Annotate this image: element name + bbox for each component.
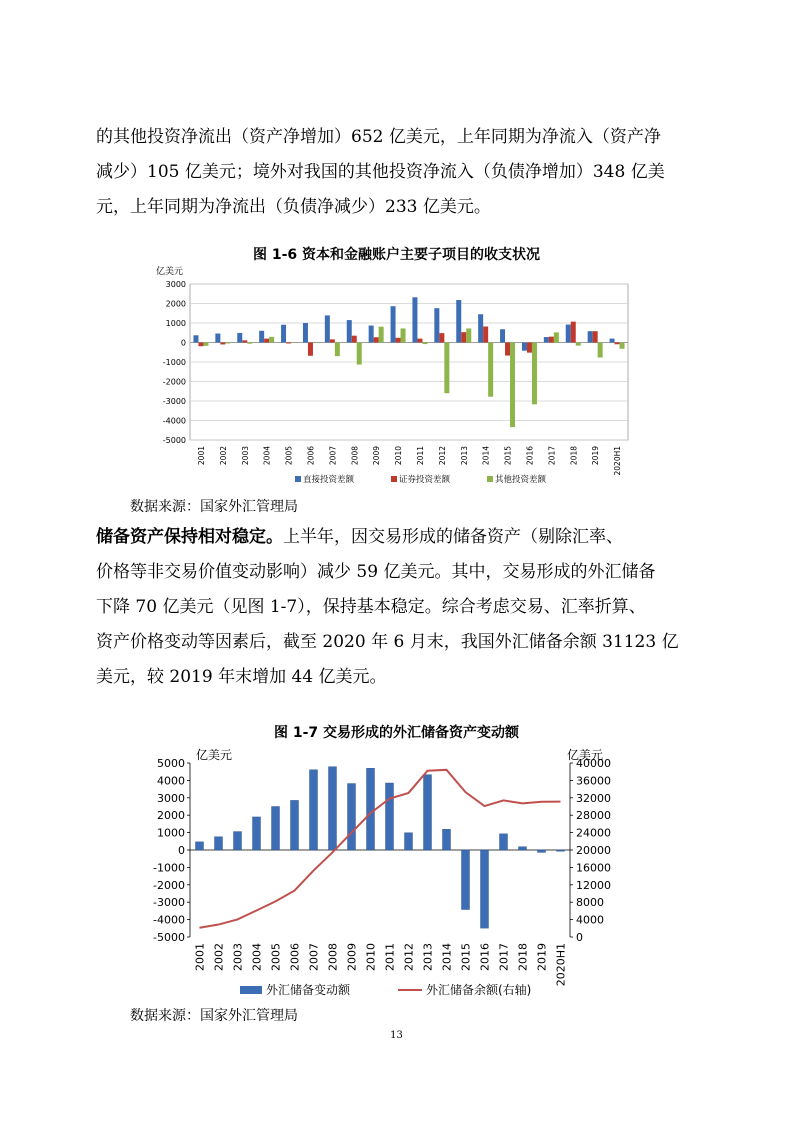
bar-2016-2 — [532, 343, 537, 405]
bar-2012-1 — [439, 333, 444, 342]
bar-2005-2 — [291, 343, 296, 344]
y-tick-label: 1000 — [157, 826, 185, 840]
bar-2011 — [386, 783, 394, 850]
x-tick-label: 2013 — [421, 943, 435, 971]
page-number: 13 — [390, 1030, 403, 1041]
x-tick-label: 2005 — [269, 943, 283, 971]
bar-2013-0 — [456, 300, 461, 343]
y2-tick-label: 16000 — [576, 861, 611, 875]
y2-tick-label: 24000 — [576, 826, 611, 840]
x-tick-label: 2014 — [481, 446, 491, 466]
y-tick-label: 3000 — [157, 791, 185, 805]
x-tick-label: 2015 — [459, 943, 473, 971]
y2-axis-label: 亿美元 — [567, 748, 604, 762]
x-tick-label: 2008 — [326, 943, 340, 971]
bold-heading: 储备资产保持相对稳定。 — [96, 527, 283, 547]
y-tick-label: -4000 — [153, 913, 185, 927]
paragraph-other-investment — [96, 120, 696, 225]
bar-2017-1 — [549, 337, 554, 343]
bar-2020H1-1 — [615, 343, 620, 345]
bar-2010-2 — [401, 328, 406, 342]
x-tick-label: 2001 — [196, 446, 206, 466]
bar-2002-1 — [220, 343, 225, 345]
y2-tick-label: 20000 — [576, 844, 611, 857]
y-tick-label: 4000 — [157, 774, 185, 788]
x-tick-label: 2010 — [394, 446, 404, 466]
x-tick-label: 2004 — [262, 446, 272, 466]
x-tick-label: 2010 — [364, 943, 378, 971]
bar-2006-2 — [313, 343, 318, 344]
bar-2009 — [348, 784, 356, 850]
bar-2019 — [538, 850, 546, 852]
x-tick-label: 2012 — [402, 943, 416, 971]
y-tick-label: -5000 — [153, 931, 185, 944]
bar-2014-1 — [483, 327, 488, 343]
bar-2007-0 — [325, 315, 330, 342]
x-tick-label: 2015 — [503, 446, 513, 466]
y-tick-label: -2000 — [153, 878, 185, 892]
bar-2001-2 — [203, 343, 208, 346]
x-tick-label: 2005 — [284, 446, 294, 466]
y-tick-label: 2000 — [157, 809, 185, 823]
bar-2001-1 — [198, 343, 203, 347]
bar-2003-0 — [237, 333, 242, 343]
x-tick-label: 2007 — [328, 446, 338, 466]
bar-2017-2 — [554, 332, 559, 342]
x-tick-label: 2008 — [350, 446, 360, 466]
bar-2008-1 — [352, 336, 357, 343]
bar-2006-0 — [303, 323, 308, 343]
bar-2015-2 — [510, 343, 515, 428]
x-tick-label: 2020H1 — [613, 446, 623, 476]
x-tick-label: 2003 — [240, 446, 250, 466]
x-tick-label: 2013 — [459, 446, 469, 466]
chart-capital-financial-account — [150, 262, 640, 494]
chart-fx-reserves — [140, 740, 630, 1005]
bar-2020H1-2 — [620, 343, 625, 349]
bar-2017-0 — [544, 337, 549, 342]
y2-tick-label: 0 — [576, 931, 583, 944]
legend-swatch-2 — [487, 476, 493, 482]
figure-1-7-title: 图 1-7 交易形成的外汇储备资产变动额 — [273, 725, 520, 741]
bar-2016-0 — [522, 343, 527, 351]
y2-tick-label: 28000 — [576, 809, 611, 823]
legend-swatch-1 — [391, 476, 397, 482]
bar-2002-0 — [215, 334, 220, 343]
bar-2019-0 — [588, 331, 593, 342]
bar-2001-0 — [193, 335, 198, 342]
bar-2019-2 — [598, 343, 603, 358]
bar-2006-1 — [308, 343, 313, 356]
x-tick-label: 2018 — [569, 446, 579, 466]
y-axis-label: 亿美元 — [156, 267, 184, 277]
x-tick-label: 2011 — [415, 446, 425, 466]
bar-2014-0 — [478, 314, 483, 342]
bar-2016 — [481, 850, 489, 928]
x-tick-label: 2017 — [547, 446, 557, 466]
x-tick-label: 2019 — [535, 943, 549, 971]
text-line: 美元，较 2019 年末增加 44 亿美元。 — [96, 667, 387, 687]
bar-2010-1 — [396, 338, 401, 343]
bar-2008-2 — [357, 343, 362, 365]
text-line: 资产价格变动等因素后，截至 2020 年 6 月末，我国外汇储备余额 31123 亿 — [96, 632, 679, 652]
y2-tick-label: 8000 — [576, 896, 604, 910]
y-axis-label: 亿美元 — [196, 748, 233, 762]
bar-2004-0 — [259, 331, 264, 343]
y-tick-label: -4000 — [162, 416, 186, 426]
y-tick-label: -1000 — [162, 358, 186, 367]
text-line: 价格等非交易价值变动影响）减少 59 亿美元。其中，交易形成的外汇储备 — [96, 562, 656, 582]
legend-label-line: 外汇储备余额(右轴) — [426, 983, 532, 997]
bar-2012-2 — [444, 343, 449, 394]
bar-2018-0 — [566, 325, 571, 343]
bar-2013-2 — [466, 328, 471, 342]
bar-2015-0 — [500, 329, 505, 342]
bar-2009-0 — [369, 326, 374, 343]
bar-2007 — [310, 770, 318, 850]
x-tick-label: 2018 — [516, 943, 530, 971]
bar-2011-2 — [422, 343, 427, 345]
bar-2003 — [234, 832, 242, 850]
y-tick-label: -2000 — [162, 377, 186, 387]
bar-2002 — [215, 837, 223, 850]
bar-2004-2 — [269, 337, 274, 343]
bar-2017 — [500, 834, 508, 850]
bar-2016-1 — [527, 343, 532, 353]
legend-swatch-bars — [240, 986, 262, 994]
bar-2013-1 — [461, 332, 466, 342]
bar-2003-1 — [242, 340, 247, 342]
y-tick-label: 0 — [178, 844, 185, 857]
bar-2009-1 — [374, 337, 379, 342]
x-tick-label: 2012 — [437, 446, 447, 466]
y-tick-label: -1000 — [153, 861, 185, 875]
figure-1-6-source: 数据来源：国家外汇管理局 — [130, 499, 298, 515]
bar-2004 — [253, 817, 261, 850]
x-tick-label: 2016 — [525, 446, 535, 466]
y-tick-label: -5000 — [162, 436, 186, 445]
legend-label-1: 证券投资差额 — [399, 475, 451, 485]
bar-2010-0 — [391, 306, 396, 342]
bar-2006 — [291, 800, 299, 850]
legend-label-bars: 外汇储备变动额 — [266, 983, 351, 997]
bar-2014 — [443, 829, 451, 850]
y-tick-label: -3000 — [162, 397, 186, 406]
y-tick-label: 2000 — [165, 299, 186, 309]
y-tick-label: 0 — [180, 338, 186, 348]
bar-2002-2 — [225, 343, 230, 344]
x-tick-label: 2001 — [193, 943, 207, 971]
x-tick-label: 2017 — [497, 943, 511, 971]
y2-tick-label: 12000 — [576, 878, 611, 892]
bar-2012 — [405, 833, 413, 850]
bar-2005-1 — [286, 343, 291, 344]
bar-2010 — [367, 768, 375, 850]
x-tick-label: 2007 — [307, 943, 321, 971]
legend-swatch-0 — [295, 476, 301, 482]
x-tick-label: 2006 — [306, 446, 316, 466]
bar-2011-1 — [417, 339, 422, 343]
x-tick-label: 2016 — [478, 943, 492, 971]
legend-label-2: 其他投资差额 — [495, 475, 547, 485]
bar-2007-1 — [330, 339, 335, 342]
bar-2020H1 — [557, 850, 565, 851]
y-tick-label: 5000 — [157, 757, 185, 770]
bar-2005-0 — [281, 325, 286, 343]
figure-1-7-source: 数据来源：国家外汇管理局 — [130, 1008, 298, 1024]
text-run: 上半年，因交易形成的储备资产（剔除汇率、 — [283, 527, 623, 547]
text-line: 的其他投资净流出（资产净增加）652 亿美元，上年同期为净流入（资产净 — [96, 127, 661, 147]
bar-2015 — [462, 850, 470, 910]
y-tick-label: 3000 — [165, 280, 186, 289]
x-tick-label: 2003 — [231, 943, 245, 971]
y-tick-label: -3000 — [153, 896, 185, 910]
paragraph-reserve-assets — [96, 520, 696, 695]
bar-2018 — [519, 847, 527, 850]
bar-2018-1 — [571, 322, 576, 343]
bar-2005 — [272, 807, 280, 851]
x-tick-label: 2014 — [440, 943, 454, 971]
x-tick-label: 2019 — [591, 446, 601, 466]
y2-tick-label: 40000 — [576, 757, 611, 770]
bar-2013 — [424, 775, 432, 850]
y2-tick-label: 32000 — [576, 791, 611, 805]
figure-1-6-title: 图 1-6 资本和金融账户主要子项目的收支状况 — [252, 247, 541, 263]
x-tick-label: 2009 — [345, 943, 359, 971]
y2-tick-label: 4000 — [576, 913, 604, 927]
bar-2012-0 — [434, 308, 439, 342]
bar-2020H1-0 — [610, 339, 615, 343]
legend-label-0: 直接投资差额 — [303, 475, 355, 485]
x-tick-label: 2011 — [383, 943, 397, 971]
bar-2004-1 — [264, 339, 269, 343]
text-line: 下降 70 亿美元（见图 1-7），保持基本稳定。综合考虑交易、汇率折算、 — [96, 597, 646, 617]
bar-2011-0 — [412, 297, 417, 342]
text-line: 元，上年同期为净流出（负债净减少）233 亿美元。 — [96, 197, 491, 217]
bar-2019-1 — [593, 331, 598, 342]
x-tick-label: 2020H1 — [554, 943, 568, 987]
bar-2001 — [196, 842, 204, 850]
x-tick-label: 2009 — [372, 446, 382, 466]
bar-2014-2 — [488, 343, 493, 397]
text-line: 减少）105 亿美元；境外对我国的其他投资净流入（负债净增加）348 亿美 — [96, 162, 665, 182]
x-tick-label: 2006 — [288, 943, 302, 971]
x-tick-label: 2002 — [218, 446, 228, 466]
y2-tick-label: 36000 — [576, 774, 611, 788]
bar-2007-2 — [335, 343, 340, 357]
bar-2008-0 — [347, 320, 352, 342]
bar-2008 — [329, 767, 337, 850]
x-tick-label: 2004 — [250, 943, 264, 971]
y-tick-label: 1000 — [165, 319, 186, 328]
bar-2018-2 — [576, 343, 581, 346]
x-tick-label: 2002 — [212, 943, 226, 971]
bar-2015-1 — [505, 343, 510, 356]
bar-2003-2 — [247, 343, 252, 344]
bar-2009-2 — [379, 327, 384, 343]
text-line — [96, 520, 696, 555]
